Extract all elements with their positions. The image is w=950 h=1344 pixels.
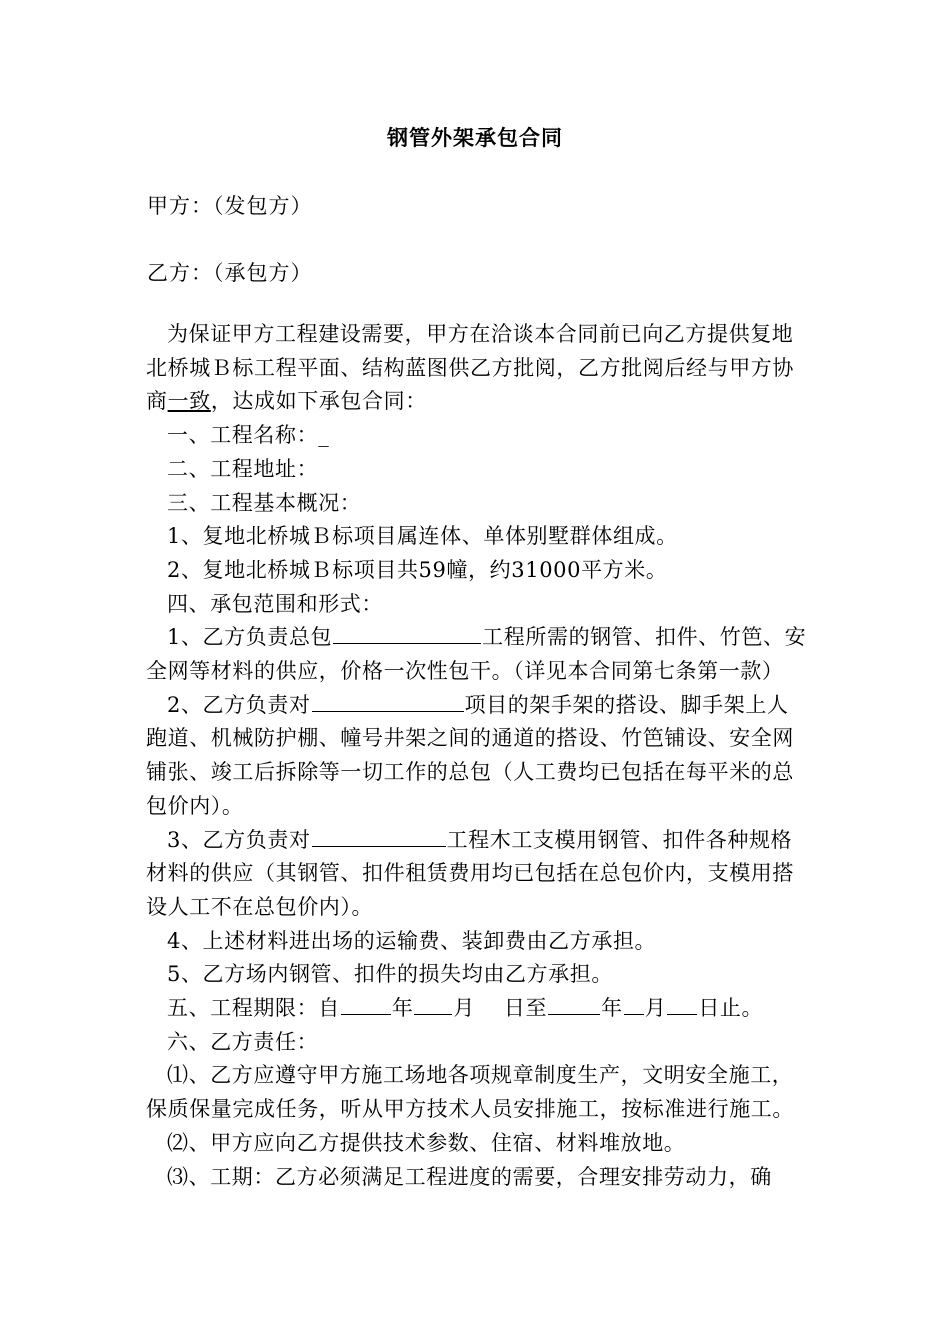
overview-item-2: 2、复地北桥城Ｂ标项目共59幢，约31000平方米。 <box>167 557 668 582</box>
section-party-b-duties: 六、乙方责任： <box>167 1029 319 1054</box>
section-project-address: 二、工程地址： <box>167 456 319 481</box>
section-project-name: 一、工程名称：_ <box>167 423 330 448</box>
document-title: 钢管外架承包合同 <box>387 125 563 150</box>
scope-item-2: 2、乙方负责对 项目的架手架的搭设、脚手架上人跑道、机械防护棚、幢号井架之间的通道的搭设、竹笆铺设、安全网铺张、竣工后拆除等一切工作的总包（人工费均已包括在每平米的总包价内）。 <box>146 689 810 824</box>
underlined-text: 一致 <box>167 389 211 414</box>
fill-blank <box>333 622 481 644</box>
fill-blank <box>624 993 644 1015</box>
scope-item-4: 4、上述材料进出场的运输费、装卸费由乙方承担。 <box>167 928 657 953</box>
intro-paragraph: 为保证甲方工程建设需要，甲方在洽谈本合同前已向乙方提供复地北桥城Ｂ标工程平面、结构蓝图供乙方批阅，乙方批阅后经与甲方协商一致，达成如下承包合同： <box>146 322 794 414</box>
scope-item-1: 1、乙方负责总包 工程所需的钢管、扣件、竹笆、安全网等材料的供应，价格一次性包干。（详见本合同第七条第一款） <box>146 621 810 688</box>
duty-item-3: ⑶、工期：乙方必须满足工程进度的需要，合理安排劳动力，确 <box>167 1164 772 1189</box>
fill-blank <box>341 993 391 1015</box>
section-scope: 四、承包范围和形式： <box>167 591 383 616</box>
fill-blank <box>312 825 446 847</box>
overview-item-1: 1、复地北桥城Ｂ标项目属连体、单体别墅群体组成。 <box>167 524 678 549</box>
fill-blank <box>667 993 697 1015</box>
duty-item-1: ⑴、乙方应遵守甲方施工场地各项规章制度生产，文明安全施工，保质保量完成任务，听从甲方技术人员安排施工，按标准进行施工。 <box>146 1063 794 1122</box>
fill-blank <box>414 993 452 1015</box>
scope-item-5: 5、乙方场内钢管、扣件的损失均由乙方承担。 <box>167 962 613 987</box>
fill-blank <box>312 690 464 712</box>
scope-item-3: 3、乙方负责对 工程木工支模用钢管、扣件各种规格材料的供应（其钢管、扣件租赁费用均已包括在总包价内，支模用搭设人工不在总包价内）。 <box>146 824 810 925</box>
section-project-overview: 三、工程基本概况： <box>167 490 362 515</box>
party-a-line: 甲方：（发包方） <box>147 194 313 218</box>
party-b-line: 乙方：（承包方） <box>147 261 313 285</box>
section-period: 五、工程期限：自 年 月 日至 年 月 日止。 <box>146 992 810 1026</box>
contract-body <box>146 318 810 1194</box>
fill-blank <box>548 993 600 1015</box>
duty-item-2: ⑵、甲方应向乙方提供技术参数、住宿、材料堆放地。 <box>167 1130 686 1155</box>
